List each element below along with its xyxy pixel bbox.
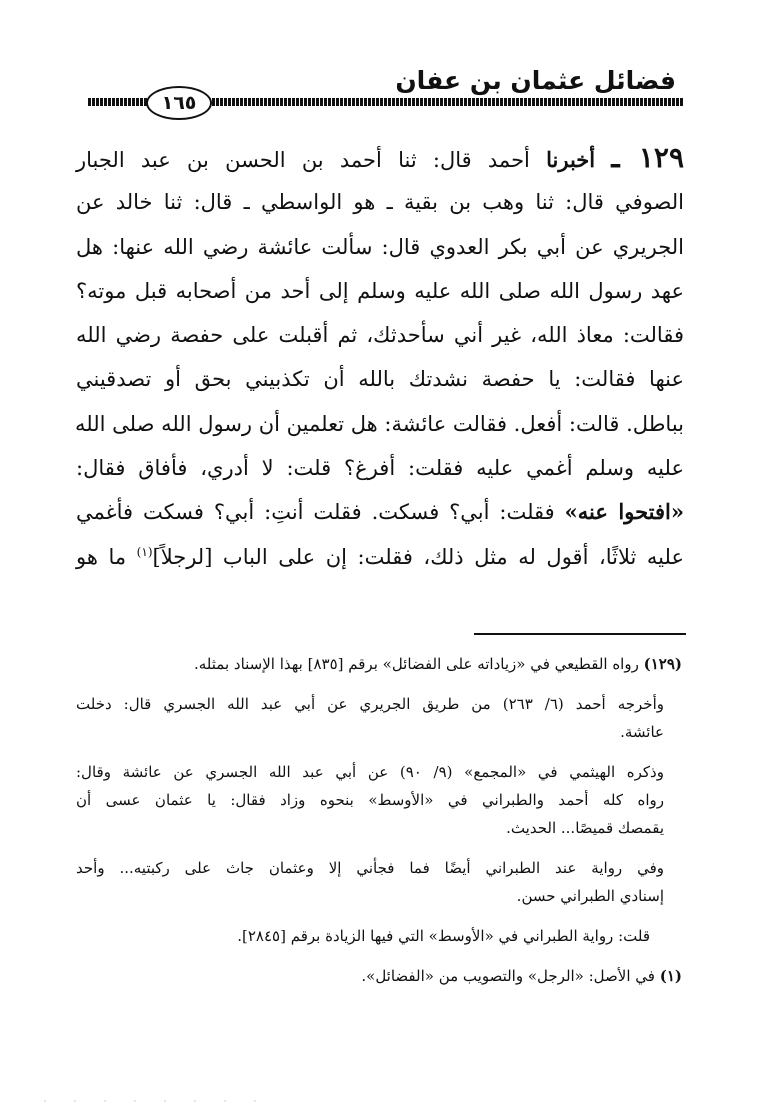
text-line: عليه وسلم أغمي عليه فقلت: أفرغ؟ قلت: لا أدري، فأفاق فقال: bbox=[76, 456, 684, 481]
text-line: عهد رسول الله صلى الله عليه وسلم إلى أحد من أصحابه قبل موته؟ bbox=[76, 278, 684, 303]
footnote-129: (١٢٩) رواه القطيعي في «زياداته على الفضائل» برقم [٨٣٥] بهذا الإسناد بمثله. bbox=[193, 655, 682, 673]
text-line: الجريري عن أبي بكر العدوي قال: سألت عائشة رضي الله عنها: هل bbox=[76, 234, 684, 259]
footnote-1: (١) في الأصل: «الرجل» والتصويب من «الفضائل». bbox=[361, 967, 682, 985]
text-line: فقالت: معاذ الله، غير أني سأحدثك، ثم أقبلت على حفصة رضي الله bbox=[76, 323, 684, 348]
footnote-haythami: وذكره الهيثمي في «المجمع» (٩/ ٩٠) عن أبي عبد الله الجسري عن عائشة وقال: رواه كله أحمد والطبراني في «الأوسط» بنحوه وزاد فقال: يا عثمان عسى أن يقمصك قميصًا... الحديث. bbox=[76, 763, 664, 837]
text-line: عنها فقالت: يا حفصة نشدتك بالله أن تكذبيني بحق أو تصدقيني bbox=[76, 367, 684, 392]
header-rule-right bbox=[208, 98, 684, 106]
text-line: بباطل. قالت: أفعل. فقالت عائشة: هل تعلمين أن رسول الله صلى الله bbox=[75, 411, 684, 436]
footnote-marker: (١) bbox=[659, 967, 682, 985]
footnote-qultu: قلت: رواية الطبراني في «الأوسط» التي فيها الزيادة برقم [٢٨٤٥]. bbox=[237, 927, 650, 945]
text-line: ١٢٩ ـ أخبرنا أحمد قال: ثنا أحمد بن الحسن بن عبد الجبار bbox=[76, 141, 684, 174]
prophet-quote: «افتحوا عنه» bbox=[564, 499, 685, 525]
hadith-number: ١٢٩ ـ bbox=[611, 141, 684, 174]
running-header-title: فضائل عثمان بن عفان bbox=[395, 66, 676, 95]
header-rule-left bbox=[88, 98, 150, 106]
hadith-text bbox=[76, 136, 684, 579]
footnote-ahmad: وأخرجه أحمد (٦/ ٢٦٣) من طريق الجريري عن أبي عبد الله الجسري قال: دخلت عائشة. bbox=[76, 695, 664, 741]
footnote-tabarani: وفي رواية عند الطبراني أيضًا فما فجأني إلا وعثمان جاث على ركبتيه... وأحد إسنادي الطبراني حسن. bbox=[76, 859, 664, 905]
footnote-ref: (١) bbox=[136, 544, 153, 559]
scan-specks bbox=[30, 1100, 260, 1102]
text-line: «افتحوا عنه» فقلت: أبي؟ فسكت. فقلت أنتِ: أبي؟ فسكت فأغمي bbox=[76, 499, 685, 525]
footnotes bbox=[76, 650, 682, 1002]
footnote-separator bbox=[474, 633, 686, 635]
footnote-marker: (١٢٩) bbox=[643, 655, 682, 673]
text-line: عليه ثلاثًا، أقول له مثل ذلك، فقلت: إن على الباب [لرجلاً]$^{(١)}$ ما هو bbox=[76, 544, 684, 569]
page-number: ١٦٥ bbox=[146, 86, 212, 120]
text-line: الصوفي قال: ثنا وهب بن بقية ـ هو الواسطي ـ قال: ثنا خالد عن bbox=[76, 190, 684, 215]
narration-lead: أخبرنا bbox=[546, 147, 596, 172]
